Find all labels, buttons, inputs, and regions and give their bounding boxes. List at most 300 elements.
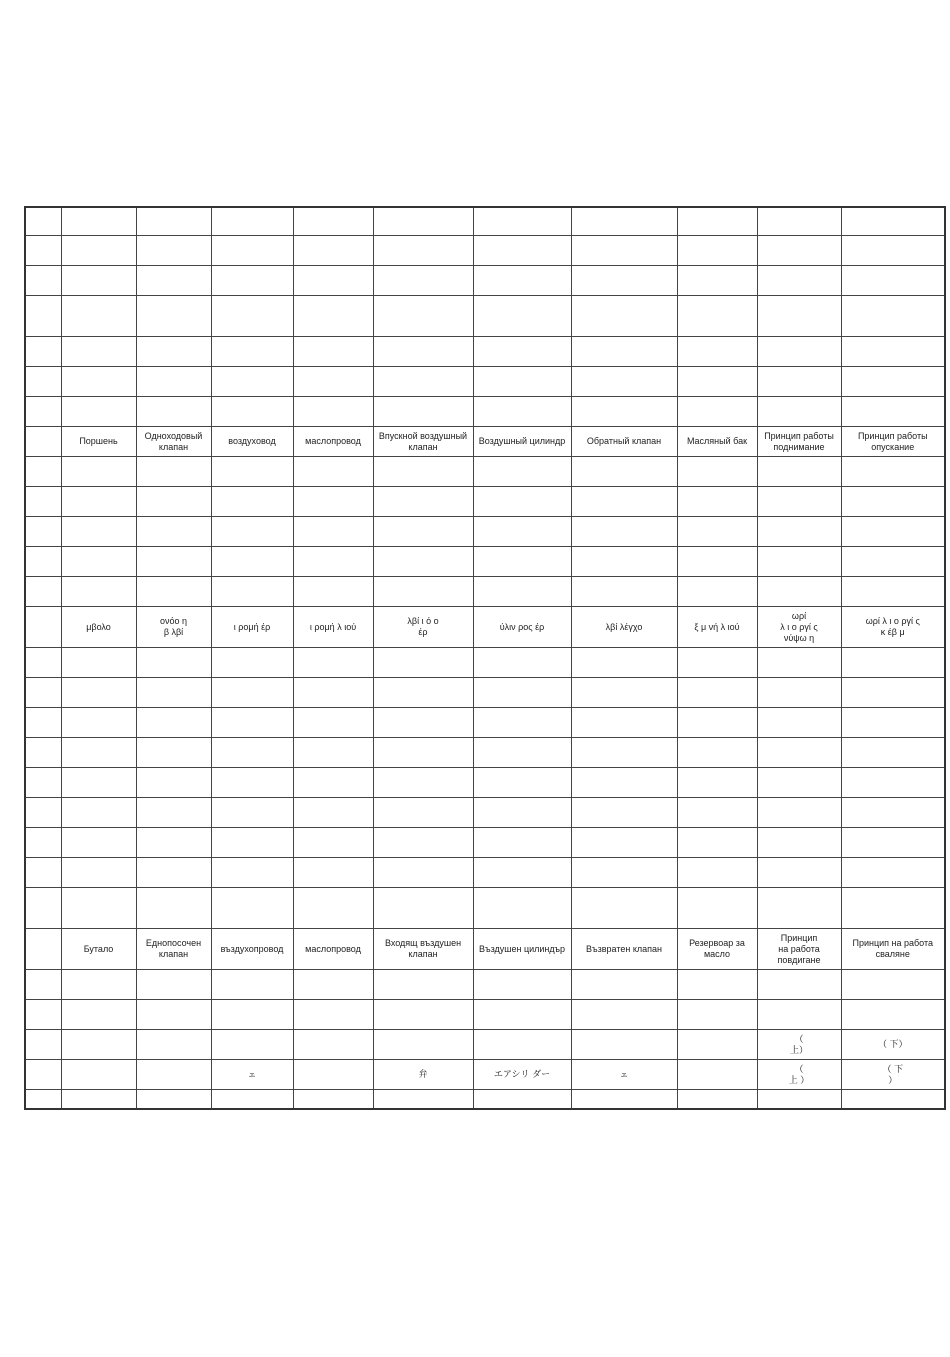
table-cell [571, 678, 677, 708]
table-cell [473, 577, 571, 607]
table-cell [473, 236, 571, 266]
table-cell [841, 207, 945, 236]
table-cell [473, 678, 571, 708]
table-row [25, 929, 945, 970]
row-index-cell [25, 1000, 61, 1030]
table-cell [757, 858, 841, 888]
table-cell [136, 828, 211, 858]
table-cell [571, 1090, 677, 1110]
row-index-cell [25, 337, 61, 367]
table-cell [757, 236, 841, 266]
table-cell [571, 798, 677, 828]
row-index-cell [25, 738, 61, 768]
table-cell [293, 858, 373, 888]
table-cell [211, 487, 293, 517]
table-row [25, 457, 945, 487]
table-cell [373, 798, 473, 828]
table-cell [61, 577, 136, 607]
row-index-cell [25, 397, 61, 427]
table-cell [373, 337, 473, 367]
table-cell [677, 397, 757, 427]
table-cell [757, 828, 841, 858]
table-row [25, 296, 945, 337]
table-cell [61, 678, 136, 708]
table-cell [841, 708, 945, 738]
table-cell [841, 1000, 945, 1030]
table-cell: Входящ въздушен клапан [373, 929, 473, 970]
table-cell: Еднопосочен клапан [136, 929, 211, 970]
table-cell [61, 397, 136, 427]
table-cell [211, 828, 293, 858]
row-index-cell [25, 798, 61, 828]
table-cell [473, 517, 571, 547]
table-cell [473, 1000, 571, 1030]
table-cell [293, 266, 373, 296]
table-cell [473, 828, 571, 858]
table-cell [136, 1030, 211, 1060]
table-cell [571, 648, 677, 678]
table-cell [293, 296, 373, 337]
table-cell [677, 678, 757, 708]
table-cell [473, 367, 571, 397]
row-index-cell [25, 236, 61, 266]
table-cell [293, 708, 373, 738]
table-cell [293, 457, 373, 487]
table-cell [571, 738, 677, 768]
table-cell [373, 1030, 473, 1060]
table-cell [571, 888, 677, 929]
table-cell [211, 648, 293, 678]
table-cell: ι ρομή έρ [211, 607, 293, 648]
table-cell: （ 上 ） [757, 1060, 841, 1090]
table-cell: Обратный клапан [571, 427, 677, 457]
table-cell [61, 970, 136, 1000]
table-cell [211, 367, 293, 397]
table-cell: ェ [211, 1060, 293, 1090]
table-cell [61, 457, 136, 487]
table-cell [677, 367, 757, 397]
table-cell [757, 768, 841, 798]
table-row [25, 708, 945, 738]
table-cell [841, 1090, 945, 1110]
table-cell [136, 397, 211, 427]
table-cell [136, 577, 211, 607]
table-cell [757, 337, 841, 367]
table-cell [61, 1030, 136, 1060]
table-cell [211, 888, 293, 929]
table-cell [61, 1060, 136, 1090]
table-cell [757, 517, 841, 547]
table-cell [211, 1030, 293, 1060]
table-cell [841, 547, 945, 577]
table-cell [136, 768, 211, 798]
table-cell [757, 207, 841, 236]
table-cell [61, 296, 136, 337]
row-index-cell [25, 207, 61, 236]
table-cell [473, 708, 571, 738]
table-cell [677, 236, 757, 266]
table-cell [61, 738, 136, 768]
table-cell [571, 397, 677, 427]
table-row [25, 607, 945, 648]
table-cell [373, 517, 473, 547]
table-cell [373, 970, 473, 1000]
table-cell [136, 708, 211, 738]
table-cell: Принцип на работа сваляне [841, 929, 945, 970]
table-cell: エアシリ ダー [473, 1060, 571, 1090]
table-cell [677, 547, 757, 577]
table-cell: Резервоар за масло [677, 929, 757, 970]
table-cell: Воздушный цилиндр [473, 427, 571, 457]
table-cell [293, 367, 373, 397]
table-cell [293, 1030, 373, 1060]
table-cell [841, 888, 945, 929]
table-cell [293, 768, 373, 798]
table-cell [373, 678, 473, 708]
component-table [24, 206, 946, 1110]
table-row [25, 1030, 945, 1060]
table-cell: ェ [571, 1060, 677, 1090]
table-cell [757, 296, 841, 337]
row-index-cell [25, 266, 61, 296]
table-cell [373, 708, 473, 738]
table-cell [677, 828, 757, 858]
table-cell [841, 648, 945, 678]
table-cell [293, 888, 373, 929]
table-cell [473, 768, 571, 798]
table-cell [841, 678, 945, 708]
table-cell [757, 547, 841, 577]
table-cell [473, 207, 571, 236]
table-row [25, 427, 945, 457]
table-cell [757, 678, 841, 708]
table-cell [473, 858, 571, 888]
table-cell [373, 738, 473, 768]
table-cell [677, 648, 757, 678]
table-cell [841, 517, 945, 547]
table-cell: μβολο [61, 607, 136, 648]
table-cell [473, 337, 571, 367]
table-cell [211, 337, 293, 367]
table-cell [571, 547, 677, 577]
table-cell [136, 236, 211, 266]
table-cell: Одноходовый клапан [136, 427, 211, 457]
table-cell [293, 678, 373, 708]
table-cell [211, 970, 293, 1000]
table-cell: въздухопровод [211, 929, 293, 970]
table-row [25, 970, 945, 1000]
table-cell [136, 1090, 211, 1110]
table-cell [211, 577, 293, 607]
table-row [25, 397, 945, 427]
table-cell [211, 1090, 293, 1110]
table-cell [841, 487, 945, 517]
table-cell [373, 1090, 473, 1110]
table-cell [677, 207, 757, 236]
table-cell [757, 577, 841, 607]
row-index-cell [25, 547, 61, 577]
table-cell [61, 487, 136, 517]
table-cell: Принцип работы опускание [841, 427, 945, 457]
table-cell [136, 487, 211, 517]
table-cell [211, 708, 293, 738]
table-cell [136, 888, 211, 929]
table-cell: Поршень [61, 427, 136, 457]
table-cell [571, 708, 677, 738]
table-cell [757, 1000, 841, 1030]
table-cell [373, 207, 473, 236]
table-cell: ι ρομή λ ιού [293, 607, 373, 648]
table-cell [373, 367, 473, 397]
table-cell [293, 1060, 373, 1090]
table-cell [757, 648, 841, 678]
row-index-cell [25, 708, 61, 738]
table-cell [136, 798, 211, 828]
row-index-cell [25, 296, 61, 337]
table-cell [293, 547, 373, 577]
table-cell [841, 367, 945, 397]
table-cell [293, 236, 373, 266]
row-index-cell [25, 828, 61, 858]
table-cell [61, 236, 136, 266]
table-row [25, 207, 945, 236]
table-cell [473, 738, 571, 768]
table-cell [841, 296, 945, 337]
table-cell: ονόο η β λβί [136, 607, 211, 648]
table-cell [757, 367, 841, 397]
table-cell [136, 858, 211, 888]
table-cell [841, 828, 945, 858]
table-cell [571, 457, 677, 487]
row-index-cell [25, 1060, 61, 1090]
table-cell [677, 1090, 757, 1110]
table-cell [677, 1000, 757, 1030]
table-cell [571, 970, 677, 1000]
table-cell [211, 858, 293, 888]
table-cell [61, 858, 136, 888]
table-cell [211, 1000, 293, 1030]
table-cell [841, 397, 945, 427]
table-cell: Възвратен клапан [571, 929, 677, 970]
table-cell [571, 768, 677, 798]
table-cell [677, 487, 757, 517]
table-cell [293, 487, 373, 517]
table-cell [61, 768, 136, 798]
table-cell [841, 337, 945, 367]
table-cell [677, 577, 757, 607]
table-cell [211, 397, 293, 427]
table-cell [211, 517, 293, 547]
table-cell [373, 828, 473, 858]
table-cell: λβί λέγχο [571, 607, 677, 648]
table-cell [841, 577, 945, 607]
table-cell [473, 457, 571, 487]
table-cell [757, 457, 841, 487]
table-cell [677, 1030, 757, 1060]
table-cell [841, 457, 945, 487]
row-index-cell [25, 858, 61, 888]
table-cell [473, 648, 571, 678]
table-cell [136, 970, 211, 1000]
table-cell [677, 517, 757, 547]
table-cell: ωρί λ ι ο ργί ς νύψω η [757, 607, 841, 648]
table-cell [757, 798, 841, 828]
table-cell [373, 858, 473, 888]
row-index-cell [25, 929, 61, 970]
table-cell [293, 1090, 373, 1110]
table-cell [136, 517, 211, 547]
table-cell: 弁 [373, 1060, 473, 1090]
table-cell: ωρί λ ι ο ργί ς κ έβ μ [841, 607, 945, 648]
table-cell [136, 367, 211, 397]
table-cell [571, 858, 677, 888]
table-cell [571, 207, 677, 236]
table-cell [373, 397, 473, 427]
table-cell [677, 798, 757, 828]
table-row [25, 648, 945, 678]
table-cell [61, 337, 136, 367]
table-row [25, 337, 945, 367]
table-cell [841, 266, 945, 296]
table-cell [473, 798, 571, 828]
table-cell: ξ μ νή λ ιού [677, 607, 757, 648]
table-row [25, 517, 945, 547]
table-cell [136, 337, 211, 367]
table-cell [473, 296, 571, 337]
table-cell [473, 888, 571, 929]
table-cell [757, 738, 841, 768]
table-cell [841, 858, 945, 888]
table-cell [473, 547, 571, 577]
table-cell: （ 下） [841, 1030, 945, 1060]
row-index-cell [25, 970, 61, 1000]
row-index-cell [25, 487, 61, 517]
table-row [25, 768, 945, 798]
table-cell [136, 678, 211, 708]
table-cell [571, 337, 677, 367]
table-cell [757, 397, 841, 427]
table-row [25, 236, 945, 266]
row-index-cell [25, 427, 61, 457]
table-cell [757, 888, 841, 929]
table-cell [211, 236, 293, 266]
table-cell [841, 798, 945, 828]
table-cell [571, 367, 677, 397]
table-cell [841, 768, 945, 798]
table-cell [571, 828, 677, 858]
table-cell [211, 207, 293, 236]
table-cell [373, 888, 473, 929]
table-cell [373, 547, 473, 577]
table-row [25, 547, 945, 577]
table-row [25, 798, 945, 828]
table-cell [211, 798, 293, 828]
table-cell [293, 828, 373, 858]
table-cell [293, 648, 373, 678]
table-cell [61, 517, 136, 547]
table-cell [373, 236, 473, 266]
table-cell [571, 296, 677, 337]
table-cell [211, 768, 293, 798]
table-cell [293, 577, 373, 607]
row-index-cell [25, 768, 61, 798]
table-cell [677, 858, 757, 888]
table-row [25, 888, 945, 929]
table-cell [473, 397, 571, 427]
table-cell [136, 1000, 211, 1030]
table-row [25, 738, 945, 768]
table-cell [293, 798, 373, 828]
table-cell [293, 337, 373, 367]
table-cell [61, 1000, 136, 1030]
table-cell [757, 708, 841, 738]
table-cell [136, 266, 211, 296]
table-row [25, 1090, 945, 1110]
table-cell: Бутало [61, 929, 136, 970]
table-cell [571, 266, 677, 296]
table-cell [61, 708, 136, 738]
table-row [25, 1060, 945, 1090]
table-cell [293, 970, 373, 1000]
table-cell [757, 1090, 841, 1110]
table-row [25, 1000, 945, 1030]
table-row [25, 266, 945, 296]
table-cell [211, 457, 293, 487]
table-cell [677, 970, 757, 1000]
table-row [25, 828, 945, 858]
table-cell: ύλιν ρος έρ [473, 607, 571, 648]
table-cell: Впускной воздушный клапан [373, 427, 473, 457]
row-index-cell [25, 1090, 61, 1110]
table-cell [373, 266, 473, 296]
table-cell [373, 577, 473, 607]
table-cell [211, 738, 293, 768]
table-cell [677, 337, 757, 367]
table-cell [211, 266, 293, 296]
table-cell: маслопровод [293, 929, 373, 970]
table-cell [571, 487, 677, 517]
table-cell: （ 下 ） [841, 1060, 945, 1090]
table-cell [473, 1030, 571, 1060]
table-cell [136, 547, 211, 577]
table-cell [211, 296, 293, 337]
table-cell: λβί ι ό ο έρ [373, 607, 473, 648]
table-cell [293, 517, 373, 547]
table-cell [677, 768, 757, 798]
table-cell [61, 1090, 136, 1110]
row-index-cell [25, 517, 61, 547]
table-row [25, 577, 945, 607]
table-cell [293, 207, 373, 236]
table-cell [757, 487, 841, 517]
table-cell [373, 487, 473, 517]
table-cell [136, 648, 211, 678]
table-cell [757, 266, 841, 296]
table-cell [757, 970, 841, 1000]
table-cell [211, 678, 293, 708]
table-cell [677, 738, 757, 768]
table-cell [473, 1090, 571, 1110]
table-cell [211, 547, 293, 577]
row-index-cell [25, 457, 61, 487]
table-cell: маслопровод [293, 427, 373, 457]
table-cell [136, 296, 211, 337]
table-cell [61, 367, 136, 397]
table-cell [677, 1060, 757, 1090]
table-cell [293, 397, 373, 427]
table-cell [373, 457, 473, 487]
table-cell [373, 768, 473, 798]
